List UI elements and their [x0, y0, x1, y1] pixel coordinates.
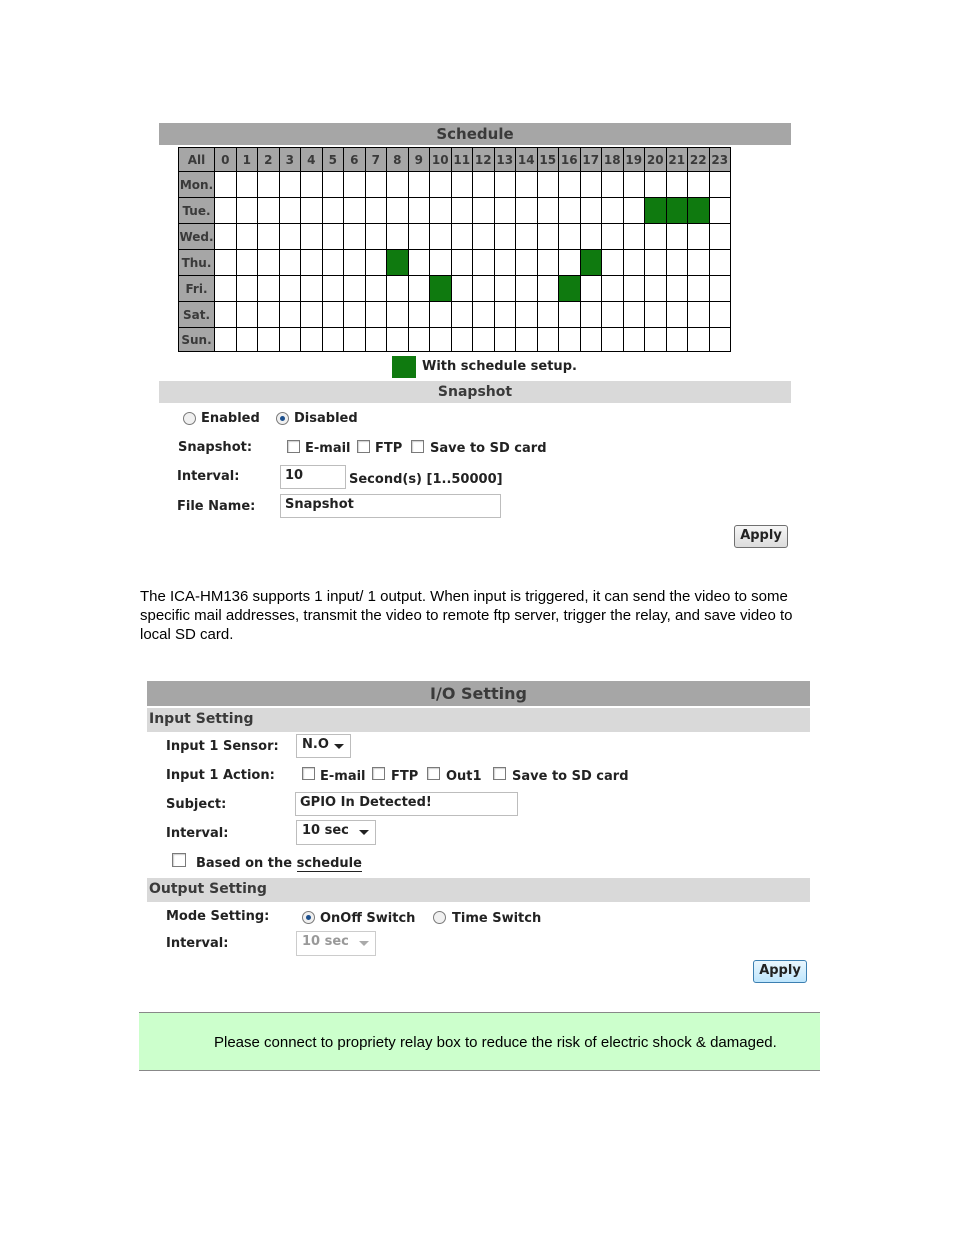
schedule-cell[interactable] [709, 328, 731, 352]
schedule-day-label[interactable]: Thu. [179, 250, 215, 276]
schedule-cell[interactable] [666, 250, 688, 276]
schedule-hour-header[interactable]: 4 [301, 148, 323, 172]
schedule-cell[interactable] [709, 250, 731, 276]
schedule-cell[interactable] [645, 250, 667, 276]
schedule-cell[interactable] [537, 198, 559, 224]
snapshot-ftp-checkbox[interactable] [357, 440, 370, 453]
schedule-cell[interactable] [645, 224, 667, 250]
schedule-hour-header[interactable]: 6 [344, 148, 366, 172]
schedule-cell[interactable] [279, 328, 301, 352]
schedule-cell[interactable] [473, 224, 495, 250]
schedule-cell[interactable] [322, 276, 344, 302]
output-setting-header [147, 878, 810, 902]
schedule-cell[interactable] [215, 328, 237, 352]
schedule-hour-header[interactable]: 17 [580, 148, 602, 172]
io-description-paragraph: The ICA-HM136 supports 1 input/ 1 output. When input is triggered, it can send the video to some specific mail addresses, transmit the video to remote ftp server, trigger the relay, and save video to local SD card. [140, 588, 793, 643]
schedule-cell[interactable] [473, 250, 495, 276]
schedule-cell[interactable] [688, 250, 710, 276]
schedule-hour-header[interactable]: 16 [559, 148, 581, 172]
schedule-cell[interactable] [322, 172, 344, 198]
schedule-cell[interactable] [236, 276, 258, 302]
schedule-cell[interactable] [666, 172, 688, 198]
io-title: I/O Setting [430, 684, 527, 703]
schedule-cell[interactable] [602, 172, 624, 198]
schedule-cell[interactable] [322, 198, 344, 224]
schedule-grid [178, 147, 731, 352]
schedule-cell[interactable] [215, 224, 237, 250]
schedule-day-row [179, 250, 731, 276]
filename-label: File Name: [177, 499, 256, 514]
snapshot-email-checkbox[interactable] [287, 440, 300, 453]
schedule-cell[interactable] [645, 302, 667, 328]
schedule-cell[interactable] [451, 250, 473, 276]
schedule-cell[interactable] [258, 172, 280, 198]
schedule-cell[interactable] [516, 172, 538, 198]
schedule-cell[interactable] [559, 250, 581, 276]
schedule-cell[interactable] [623, 250, 645, 276]
snapshot-interval-unit: Second(s) [1..50000] [349, 472, 503, 487]
schedule-hour-header[interactable]: 15 [537, 148, 559, 172]
schedule-cell[interactable] [645, 276, 667, 302]
schedule-cell[interactable] [258, 224, 280, 250]
schedule-cell[interactable] [365, 172, 387, 198]
schedule-cell[interactable] [387, 198, 409, 224]
snapshot-apply-button[interactable]: Apply [734, 525, 788, 548]
chevron-down-icon [334, 744, 344, 749]
schedule-cell[interactable] [516, 276, 538, 302]
input-setting-title: Input Setting [149, 711, 254, 727]
chevron-down-icon [359, 830, 369, 835]
snapshot-ftp-label: FTP [375, 441, 403, 456]
schedule-cell[interactable] [430, 224, 452, 250]
schedule-cell[interactable] [537, 224, 559, 250]
schedule-hour-header[interactable]: 11 [451, 148, 473, 172]
action-sd-checkbox[interactable] [493, 767, 506, 780]
schedule-cell[interactable] [430, 250, 452, 276]
schedule-day-label[interactable]: Mon. [179, 172, 215, 198]
schedule-cell[interactable] [430, 172, 452, 198]
schedule-cell[interactable] [645, 172, 667, 198]
sensor-label: Input 1 Sensor: [166, 739, 279, 754]
io-apply-button[interactable]: Apply [753, 960, 807, 983]
schedule-cell[interactable] [688, 224, 710, 250]
schedule-hour-header[interactable]: 13 [494, 148, 516, 172]
schedule-hour-header[interactable]: 2 [258, 148, 280, 172]
action-out1-label: Out1 [446, 769, 482, 784]
schedule-cell[interactable] [623, 276, 645, 302]
schedule-hour-row [179, 148, 731, 172]
schedule-cell[interactable] [344, 172, 366, 198]
schedule-cell[interactable] [645, 198, 667, 224]
schedule-cell[interactable] [473, 198, 495, 224]
schedule-cell[interactable] [365, 198, 387, 224]
schedule-cell[interactable] [516, 250, 538, 276]
schedule-day-label[interactable]: Wed. [179, 224, 215, 250]
schedule-cell[interactable] [279, 172, 301, 198]
schedule-day-row [179, 198, 731, 224]
schedule-cell[interactable] [236, 172, 258, 198]
action-ftp-label: FTP [391, 769, 419, 784]
snapshot-email-label: E-mail [305, 441, 351, 456]
schedule-day-row [179, 224, 731, 250]
schedule-cell[interactable] [236, 198, 258, 224]
schedule-cell[interactable] [580, 198, 602, 224]
schedule-cell[interactable] [559, 302, 581, 328]
mode-label: Mode Setting: [166, 909, 270, 924]
schedule-cell[interactable] [537, 276, 559, 302]
schedule-cell[interactable] [580, 328, 602, 352]
schedule-cell[interactable] [344, 276, 366, 302]
schedule-cell[interactable] [408, 172, 430, 198]
snapshot-interval-label: Interval: [177, 469, 240, 484]
schedule-cell[interactable] [301, 276, 323, 302]
schedule-cell[interactable] [322, 328, 344, 352]
schedule-day-label[interactable]: Sun. [179, 328, 215, 352]
schedule-hour-header[interactable]: 5 [322, 148, 344, 172]
snapshot-sd-checkbox[interactable] [411, 440, 424, 453]
schedule-day-label[interactable]: Tue. [179, 198, 215, 224]
schedule-cell[interactable] [688, 172, 710, 198]
schedule-cell[interactable] [236, 328, 258, 352]
schedule-cell[interactable] [602, 328, 624, 352]
schedule-cell[interactable] [688, 198, 710, 224]
schedule-hour-header[interactable]: 8 [387, 148, 409, 172]
schedule-cell[interactable] [236, 224, 258, 250]
schedule-cell[interactable] [645, 328, 667, 352]
schedule-cell[interactable] [344, 198, 366, 224]
schedule-cell[interactable] [322, 250, 344, 276]
schedule-cell[interactable] [494, 276, 516, 302]
snapshot-label: Snapshot: [178, 440, 253, 455]
schedule-cell[interactable] [623, 302, 645, 328]
schedule-day-row [179, 302, 731, 328]
schedule-cell[interactable] [258, 198, 280, 224]
schedule-hour-header[interactable]: 22 [688, 148, 710, 172]
schedule-cell[interactable] [279, 224, 301, 250]
schedule-cell[interactable] [602, 276, 624, 302]
schedule-legend-swatch [392, 356, 416, 378]
schedule-cell[interactable] [473, 302, 495, 328]
schedule-cell[interactable] [408, 250, 430, 276]
action-sd-label: Save to SD card [512, 769, 629, 784]
schedule-day-label[interactable]: Fri. [179, 276, 215, 302]
schedule-cell[interactable] [215, 172, 237, 198]
schedule-cell[interactable] [387, 328, 409, 352]
schedule-all-cell[interactable]: All [179, 148, 215, 172]
schedule-cell[interactable] [322, 302, 344, 328]
schedule-cell[interactable] [516, 224, 538, 250]
schedule-cell[interactable] [580, 224, 602, 250]
schedule-cell[interactable] [279, 198, 301, 224]
schedule-cell[interactable] [301, 198, 323, 224]
schedule-day-row [179, 328, 731, 352]
onoff-switch-radio[interactable] [302, 911, 315, 924]
schedule-legend-text: With schedule setup. [422, 359, 577, 374]
schedule-cell[interactable] [709, 224, 731, 250]
schedule-cell[interactable] [215, 276, 237, 302]
schedule-cell[interactable] [602, 224, 624, 250]
schedule-cell[interactable] [559, 276, 581, 302]
schedule-cell[interactable] [387, 224, 409, 250]
schedule-cell[interactable] [559, 224, 581, 250]
output-interval-select[interactable] [296, 931, 376, 956]
schedule-cell[interactable] [559, 198, 581, 224]
schedule-cell[interactable] [451, 328, 473, 352]
schedule-cell[interactable] [344, 250, 366, 276]
schedule-cell[interactable] [451, 276, 473, 302]
schedule-cell[interactable] [301, 250, 323, 276]
schedule-cell[interactable] [215, 302, 237, 328]
action-email-label: E-mail [320, 769, 366, 784]
schedule-hour-header[interactable]: 7 [365, 148, 387, 172]
schedule-cell[interactable] [709, 302, 731, 328]
schedule-cell[interactable] [623, 172, 645, 198]
schedule-cell[interactable] [430, 302, 452, 328]
warning-note-text: Please connect to propriety relay box to reduce the risk of electric shock & damaged. [214, 1034, 777, 1051]
schedule-cell[interactable] [666, 198, 688, 224]
schedule-cell[interactable] [666, 328, 688, 352]
schedule-cell[interactable] [537, 302, 559, 328]
schedule-cell[interactable] [473, 172, 495, 198]
schedule-cell[interactable] [666, 302, 688, 328]
schedule-cell[interactable] [537, 328, 559, 352]
schedule-hour-header[interactable]: 19 [623, 148, 645, 172]
schedule-hour-header[interactable]: 23 [709, 148, 731, 172]
schedule-hour-header[interactable]: 20 [645, 148, 667, 172]
schedule-hour-header[interactable]: 0 [215, 148, 237, 172]
schedule-cell[interactable] [494, 172, 516, 198]
schedule-cell[interactable] [408, 328, 430, 352]
snapshot-header [159, 381, 791, 403]
disabled-label: Disabled [294, 411, 358, 426]
schedule-cell[interactable] [365, 250, 387, 276]
schedule-cell[interactable] [580, 250, 602, 276]
schedule-cell[interactable] [279, 302, 301, 328]
schedule-cell[interactable] [365, 302, 387, 328]
action-email-checkbox[interactable] [302, 767, 315, 780]
subject-input[interactable]: GPIO In Detected! [295, 792, 518, 816]
schedule-cell[interactable] [430, 328, 452, 352]
schedule-cell[interactable] [516, 302, 538, 328]
schedule-cell[interactable] [365, 328, 387, 352]
schedule-cell[interactable] [709, 172, 731, 198]
schedule-hour-header[interactable]: 21 [666, 148, 688, 172]
schedule-hour-header[interactable]: 9 [408, 148, 430, 172]
schedule-cell[interactable] [602, 198, 624, 224]
schedule-cell[interactable] [365, 276, 387, 302]
schedule-cell[interactable] [451, 198, 473, 224]
snapshot-title: Snapshot [437, 384, 513, 400]
schedule-cell[interactable] [559, 328, 581, 352]
schedule-cell[interactable] [301, 328, 323, 352]
schedule-cell[interactable] [494, 250, 516, 276]
based-on-label [196, 856, 362, 871]
warning-note-box [139, 1012, 820, 1071]
schedule-cell[interactable] [301, 172, 323, 198]
schedule-cell[interactable] [215, 198, 237, 224]
enabled-radio[interactable] [183, 412, 196, 425]
schedule-cell[interactable] [387, 172, 409, 198]
schedule-cell[interactable] [688, 328, 710, 352]
schedule-cell[interactable] [344, 302, 366, 328]
time-switch-label: Time Switch [452, 911, 542, 926]
schedule-cell[interactable] [387, 250, 409, 276]
schedule-cell[interactable] [365, 224, 387, 250]
schedule-cell[interactable] [258, 276, 280, 302]
output-setting-title: Output Setting [149, 881, 267, 897]
onoff-switch-label: OnOff Switch [320, 911, 416, 926]
schedule-cell[interactable] [387, 276, 409, 302]
schedule-cell[interactable] [387, 302, 409, 328]
sensor-select-value: N.O [302, 737, 329, 752]
schedule-cell[interactable] [559, 172, 581, 198]
action-label: Input 1 Action: [166, 768, 275, 783]
schedule-cell[interactable] [516, 198, 538, 224]
schedule-cell[interactable] [301, 302, 323, 328]
input-interval-select[interactable] [296, 820, 376, 845]
schedule-cell[interactable] [580, 302, 602, 328]
schedule-cell[interactable] [301, 224, 323, 250]
schedule-cell[interactable] [580, 276, 602, 302]
schedule-cell[interactable] [344, 224, 366, 250]
schedule-cell[interactable] [322, 224, 344, 250]
input-interval-label: Interval: [166, 826, 229, 841]
schedule-hour-header[interactable]: 18 [602, 148, 624, 172]
schedule-cell[interactable] [688, 302, 710, 328]
schedule-cell[interactable] [537, 172, 559, 198]
schedule-cell[interactable] [430, 198, 452, 224]
schedule-hour-header[interactable]: 14 [516, 148, 538, 172]
input-interval-value: 10 sec [302, 823, 349, 838]
based-on-schedule-checkbox[interactable] [172, 853, 186, 867]
schedule-cell[interactable] [473, 276, 495, 302]
schedule-cell[interactable] [494, 198, 516, 224]
schedule-cell[interactable] [666, 224, 688, 250]
schedule-cell[interactable] [258, 302, 280, 328]
sensor-select[interactable] [296, 734, 351, 758]
snapshot-interval-input[interactable]: 10 [280, 465, 346, 489]
enabled-label: Enabled [201, 411, 260, 426]
schedule-cell[interactable] [258, 250, 280, 276]
schedule-cell[interactable] [623, 224, 645, 250]
schedule-cell[interactable] [408, 302, 430, 328]
schedule-cell[interactable] [408, 276, 430, 302]
schedule-cell[interactable] [258, 328, 280, 352]
action-ftp-checkbox[interactable] [372, 767, 385, 780]
schedule-cell[interactable] [688, 276, 710, 302]
schedule-cell[interactable] [236, 250, 258, 276]
schedule-day-row [179, 172, 731, 198]
schedule-cell[interactable] [623, 198, 645, 224]
schedule-cell[interactable] [602, 302, 624, 328]
snapshot-sd-label: Save to SD card [430, 441, 547, 456]
schedule-cell[interactable] [516, 328, 538, 352]
schedule-cell[interactable] [494, 328, 516, 352]
schedule-hour-header[interactable]: 1 [236, 148, 258, 172]
output-interval-label: Interval: [166, 936, 229, 951]
based-on-text: Based on the [196, 856, 293, 871]
schedule-cell[interactable] [494, 302, 516, 328]
schedule-cell[interactable] [473, 328, 495, 352]
schedule-cell[interactable] [451, 224, 473, 250]
schedule-hour-header[interactable]: 12 [473, 148, 495, 172]
schedule-cell[interactable] [537, 250, 559, 276]
schedule-hour-header[interactable]: 10 [430, 148, 452, 172]
schedule-cell[interactable] [602, 250, 624, 276]
schedule-cell[interactable] [494, 224, 516, 250]
action-out1-checkbox[interactable] [427, 767, 440, 780]
schedule-cell[interactable] [215, 250, 237, 276]
schedule-cell[interactable] [430, 276, 452, 302]
schedule-cell[interactable] [279, 250, 301, 276]
schedule-cell[interactable] [344, 328, 366, 352]
schedule-cell[interactable] [451, 172, 473, 198]
output-interval-value: 10 sec [302, 934, 349, 949]
schedule-cell[interactable] [623, 328, 645, 352]
schedule-day-label[interactable]: Sat. [179, 302, 215, 328]
chevron-down-icon [359, 941, 369, 946]
schedule-title: Schedule [436, 125, 514, 143]
filename-input[interactable]: Snapshot [280, 494, 501, 518]
schedule-cell[interactable] [580, 172, 602, 198]
schedule-cell[interactable] [236, 302, 258, 328]
input-setting-header [147, 708, 810, 732]
schedule-cell[interactable] [408, 224, 430, 250]
schedule-header [159, 123, 791, 145]
io-header [147, 681, 810, 706]
schedule-link[interactable]: schedule [296, 856, 362, 871]
schedule-cell[interactable] [666, 276, 688, 302]
schedule-day-row [179, 276, 731, 302]
schedule-cell[interactable] [408, 198, 430, 224]
subject-label: Subject: [166, 797, 227, 812]
schedule-cell[interactable] [451, 302, 473, 328]
schedule-cell[interactable] [279, 276, 301, 302]
disabled-radio[interactable] [276, 412, 289, 425]
schedule-cell[interactable] [709, 198, 731, 224]
schedule-cell[interactable] [709, 276, 731, 302]
schedule-hour-header[interactable]: 3 [279, 148, 301, 172]
time-switch-radio[interactable] [433, 911, 446, 924]
